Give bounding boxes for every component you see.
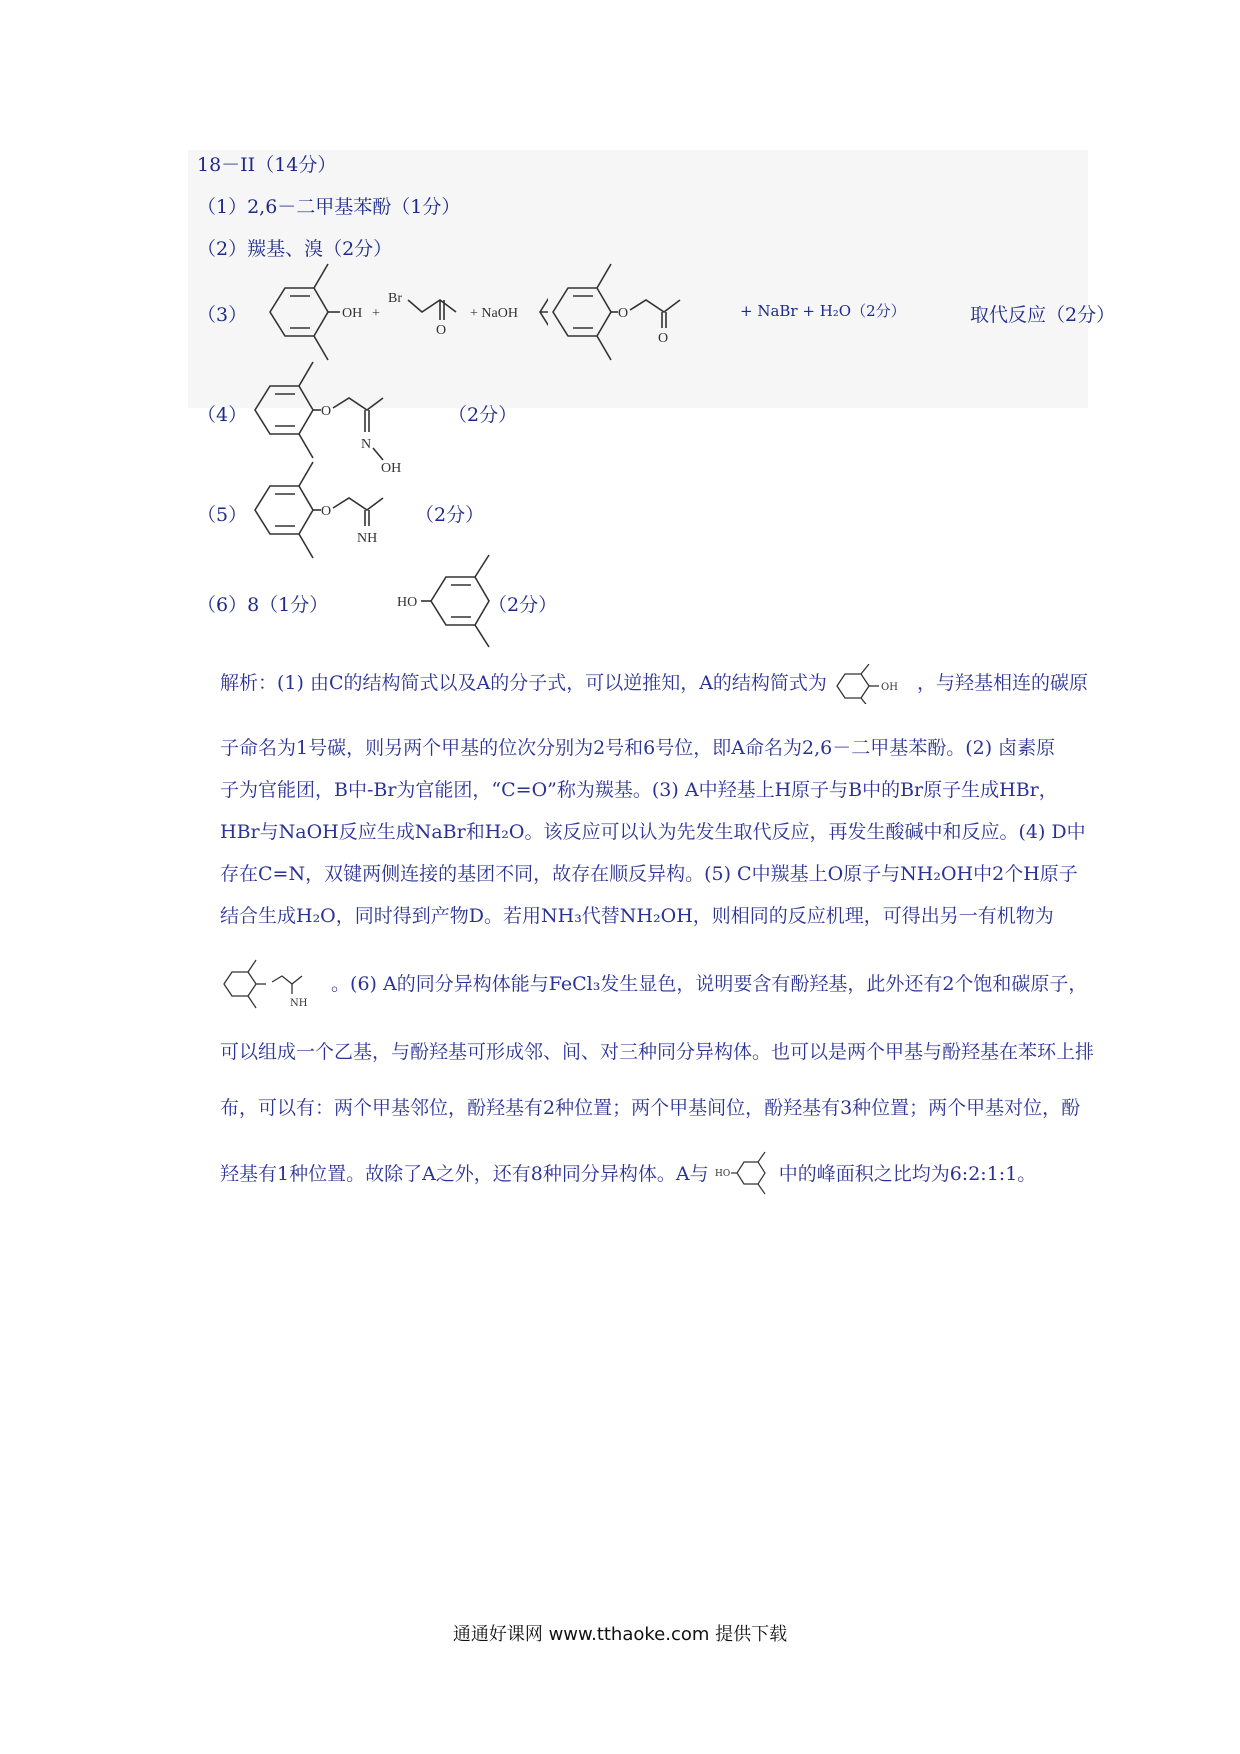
analysis-line-7: NH 。(6) A的同分异构体能与FeCl₃发生显色，说明要含有酚羟基，此外还有2个饱和碳原子，	[220, 956, 1200, 1016]
answer-3-label: （3）	[197, 304, 248, 326]
analysis-line-4: HBr与NaOH反应生成NaBr和H₂O。该反应可以认为先发生取代反应，再发生酸碱中和反应。(4) D中	[220, 821, 1086, 843]
svg-text:+ NaOH: + NaOH	[470, 306, 518, 321]
analysis-line-3: 子为官能团，B中-Br为官能团，“C=O”称为羰基。(3) A中羟基上H原子与B中的Br原子生成HBr，	[220, 779, 1058, 801]
analysis-line-6: 结合生成H₂O，同时得到产物D。若用NH₃代替NH₂OH，则相同的反应机理，可得出另一有机物为	[220, 905, 1054, 927]
svg-text:OH: OH	[342, 306, 363, 321]
section-header: 18－II（14分）	[197, 154, 337, 176]
svg-text:O: O	[618, 306, 629, 321]
svg-text:O: O	[321, 504, 332, 519]
analysis-line-1: 解析：(1) 由C的结构简式以及A的分子式，可以逆推知，A的结构简式为 OH ，与羟基相连的碳原	[220, 664, 1200, 704]
answer-6-label: （6）8（1分）	[197, 594, 329, 616]
answer-4-label: （4）	[197, 404, 248, 426]
svg-text:N: N	[361, 437, 372, 452]
page-footer: 通通好课网 www.tthaoke.com 提供下载	[452, 1624, 788, 1645]
answer-5-score: （2分）	[415, 504, 485, 526]
svg-text:O: O	[321, 404, 332, 419]
answer-2: （2）羰基、溴（2分）	[197, 238, 393, 260]
analysis-line-2: 子命名为1号碳，则另两个甲基的位次分别为2号和6号位，即A命名为2,6－二甲基苯酚。(2) 卤素原	[220, 737, 1056, 759]
svg-text:HO: HO	[714, 1169, 730, 1179]
answer-1: （1）2,6－二甲基苯酚（1分）	[197, 196, 461, 218]
analysis-line-8: 可以组成一个乙基，与酚羟基可形成邻、间、对三种同分异构体。也可以是两个甲基与酚羟基在苯环上排	[220, 1041, 1095, 1063]
svg-text:O: O	[436, 323, 447, 338]
inline-structure-b	[715, 1150, 773, 1200]
answer-6-score: （2分）	[488, 594, 558, 616]
svg-text:O: O	[658, 331, 669, 346]
svg-text:HO: HO	[397, 595, 418, 610]
svg-text:NH: NH	[357, 531, 378, 546]
svg-text:OH: OH	[880, 682, 898, 693]
answer-3-reaction-type: 取代反应（2分）	[970, 304, 1116, 326]
svg-text:+: +	[372, 306, 380, 321]
svg-text:Br: Br	[388, 291, 402, 306]
analysis-line-5: 存在C=N，双键两侧连接的基团不同，故存在顺反异构。(5) C中羰基上O原子与NH₂OH中2个H原子	[220, 863, 1078, 885]
svg-text:NH: NH	[290, 998, 308, 1009]
inline-structure-nh	[220, 956, 325, 1014]
answer-3-byproducts: + NaBr + H₂O（2分）	[740, 302, 906, 320]
answer-5-label: （5）	[197, 504, 248, 526]
answer-4-score: （2分）	[448, 404, 518, 426]
analysis-line-10: 羟基有1种位置。故除了A之外，还有8种同分异构体。A与 HO 中的峰面积之比均为6:2:1:1。	[220, 1150, 1200, 1200]
product-structure	[548, 262, 698, 362]
analysis-line-9: 布，可以有：两个甲基邻位，酚羟基有2种位置；两个甲基间位，酚羟基有3种位置；两个甲基对位，酚	[220, 1097, 1081, 1119]
inline-structure-a	[833, 664, 911, 704]
svg-text:OH: OH	[381, 461, 402, 476]
